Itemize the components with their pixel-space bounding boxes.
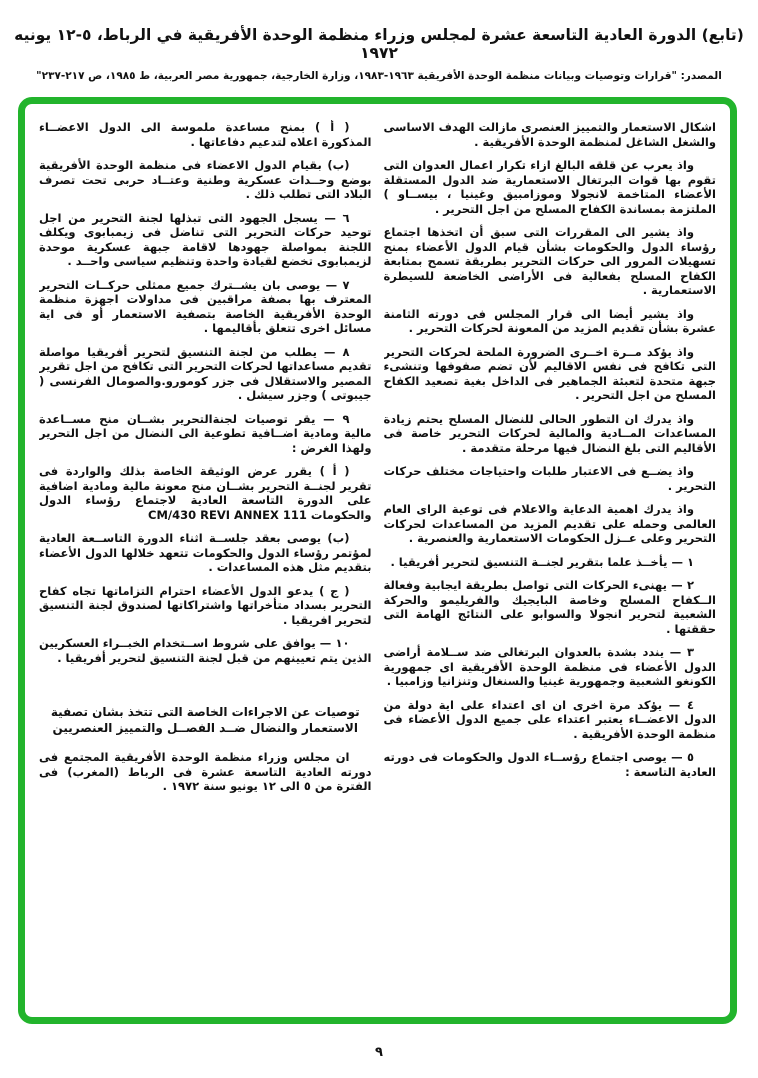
paragraph: واذ يشير أيضا الى قرار المجلس فى دورته الثامنة عشرة بشأن تقديم المزيد من المعونة لحركات التحرير .	[383, 306, 716, 335]
paragraph: اشكال الاستعمار والتمييز العنصرى مازالت الهدف الاساسى والشغل الشاغل لمنظمة الوحدة الأفريقية .	[383, 120, 716, 149]
paragraph: ٢ — يهنىء الحركات التى تواصل بطريقة ايجابية وفعالة الــكفاح المسلح وخاصة البايجيك والفريليمو والحركة الشعبية لتحرير انجولا والسوابو على النتائج الهامة التى حققتها .	[383, 578, 716, 636]
paragraph: واذ يشير الى المقررات التى سبق أن اتخذها اجتماع رؤساء الدول والحكومات بشأن قيام الدول الأعضاء بمنح تسهيلات المرور الى حركات التحرير بطريقة تسمح بمتابعة الكفاح المسلح بفعالية فى الأراضى الخاضعة للسيطرة الاستعمارية .	[383, 225, 716, 297]
paragraph: ٦ — يسجل الجهود التى تبذلها لجنة التحرير من اجل توحيد حركات التحرير التى تناضل فى زيمبابوى ويكلف اللجنة بمواصلة جهودها لاقامة جبهة عسكرية موحدة لزيمبابوى تخضع لقيادة واحدة وتنظيم سياسى واحــد .	[39, 210, 372, 268]
paragraph: ١٠ — يوافق على شروط اســتخدام الخبــراء العسكريين الذين يتم تعيينهم من قبل لجنة التنسيق لتحرير أفريقيا .	[39, 636, 372, 665]
paragraph: واذ يدرك ان التطور الحالى للنضال المسلح يحتم زيادة المساعدات المــادية والمالية لحركات التحرير خاصة فى الأقاليم التى بلغ النضال فيها مرحلة متقدمة .	[383, 411, 716, 455]
paragraph: ( ج ) يدعو الدول الأعضاء احترام التزاماتها تجاه كفاح التحرير بسداد متأخراتها واشتراكاتها لصندوق لجنة التنسيق لتحرير افريقيا .	[39, 583, 372, 627]
paragraph: واذ يضــع فى الاعتبار طلبات واحتياجات مختلف حركات التحرير .	[383, 464, 716, 493]
column-right	[384, 120, 717, 1007]
paragraph: ( أ ) يقرر عرض الوثيقة الخاصة بذلك والواردة فى تقرير لجنــة التحرير بشــان منح معونة مالية ومادية اضافية على الدورة التاسعة العادية لاجتماع رؤساء الدول والحكومات CM/430 REVI ANNEX 111	[39, 464, 372, 522]
document-header	[0, 0, 758, 82]
paragraph: واذ يدرك اهمية الدعاية والاعلام فى توعية الراى العام العالمى وحمله على تقديم المزيد من المساعدات لحركات التحرير وعلى عــزل الحكومات الاستعمارية والعنصرية .	[383, 502, 716, 545]
paragraph: ٧ — يوصى بان يشــترك جميع ممثلى حركــات التحرير المعترف بها بصفة مراقبين فى مداولات اجهزة منظمة الوحدة الأفريقية الخاصة بتصفية الاستعمار أو فى اية مسائل اخرى تتعلق بأقاليمها .	[39, 277, 372, 335]
paragraph: ٨ — يطلب من لجنة التنسيق لتحرير أفريقيا مواصلة تقديم مساعداتها لحركات التحرير التى تكافح من اجل تقرير المصير والاستقلال فى جزر كومورو.والصومال الفرنسى ( جيبوتى ) وجزر سيشل .	[39, 344, 372, 402]
paragraph: توصيات عن الاجراءات الخاصة التى تتخذ بشان تصفية الاستعمار والنضال ضــد الفصــل والتمييز العنصريين	[50, 705, 360, 735]
paragraph: واذ يؤكد مــرة اخــرى الضرورة الملحة لحركات التحرير التى تكافح فى نفس الاقاليم لأن تضم صفوفها وتنشىء جبهة متحدة لتعبئة الجماهير فى الداخل بغية تصعيد الكفاح المسلح من اجل التحرير .	[383, 344, 716, 402]
column-left	[39, 120, 372, 1007]
paragraph: ٣ — يندد بشدة بالعدوان البرتغالى ضد ســلامة أراضى الدول الأعضاء فى منظمة الوحدة الأفريقية اى جمهورية الكونغو الشعبية وجمهورية غينيا والسنغال وتنزانيا وزامبيا .	[383, 645, 716, 688]
paragraph: ٤ — يؤكد مرة اخرى ان اى اعتداء على اية دولة من الدول الاعضــاء يعتبر اعتداء على جميع الدول الأعضاء فى منظمة الوحدة الأفريقية .	[383, 697, 716, 741]
page-number: ٩	[375, 1045, 383, 1060]
paragraph: ٩ — يقر توصيات لجنةالتحرير بشــان منح مســاعدة مالية ومادية اضــافية تطوعية الى النضال من اجل التحرير ولهذا الغرض :	[39, 411, 372, 455]
paragraph: (ب) يوصى بعقد جلســة اثناء الدورة التاســعة العادية لمؤتمر رؤساء الدول والحكومات تتعهد خلالها الدول الأعضاء بتقديم مثل هذه المساعدات .	[39, 531, 372, 574]
paragraph: (ب) بقيام الدول الاعضاء فى منظمة الوحدة الأفريقية بوضع وحــدات عسكرية وطنية وعتــاد حربى تحت تصرف البلاد التى تطلب ذلك .	[39, 158, 372, 201]
paragraph: ٥ — يوصى اجتماع رؤســاء الدول والحكومات فى دورته العادية التاسعة :	[383, 750, 716, 779]
paragraph: ( أ ) بمنح مساعدة ملموسة الى الدول الاعضــاء المذكورة اعلاه لتدعيم دفاعاتها .	[39, 120, 372, 149]
paragraph: ١ — يأخــذ علما بتقرير لجنــة التنسيق لتحرير أفريقيا .	[390, 554, 694, 569]
document-title: (تابع) الدورة العادية التاسعة عشرة لمجلس وزراء منظمة الوحدة الأفريقية في الرباط، ٥-١٢ يونيه ١٩٧٢	[14, 26, 744, 62]
paragraph: ان مجلس وزراء منظمة الوحدة الأفريقية المجتمع فى دورته العادية التاسعة عشرة فى الرباط (المغرب) فى الفترة من ٥ الى ١٢ يونيو سنة ١٩٧٢ .	[39, 750, 372, 793]
content-frame	[18, 97, 737, 1024]
paragraph: واذ يعرب عن قلقه البالغ ازاء تكرار اعمال العدوان التى تقوم بها قوات البرتغال الاستعمارية ضد الدول المستقلة الأعضاء المتاخمة لانجولا وموزامبيق وغينيا ، بيســاو ) الملتزمة بمساندة الكفاح المسلح من اجل التحرير .	[383, 158, 716, 216]
source-citation: المصدر: "قرارات وتوصيات وبيانات منظمة الوحدة الأفريقية ١٩٦٣-١٩٨٣، وزارة الخارجية، جمهورية مصر العربية، ط ١٩٨٥، ص ٢١٧-٢٣٧"	[36, 70, 722, 82]
